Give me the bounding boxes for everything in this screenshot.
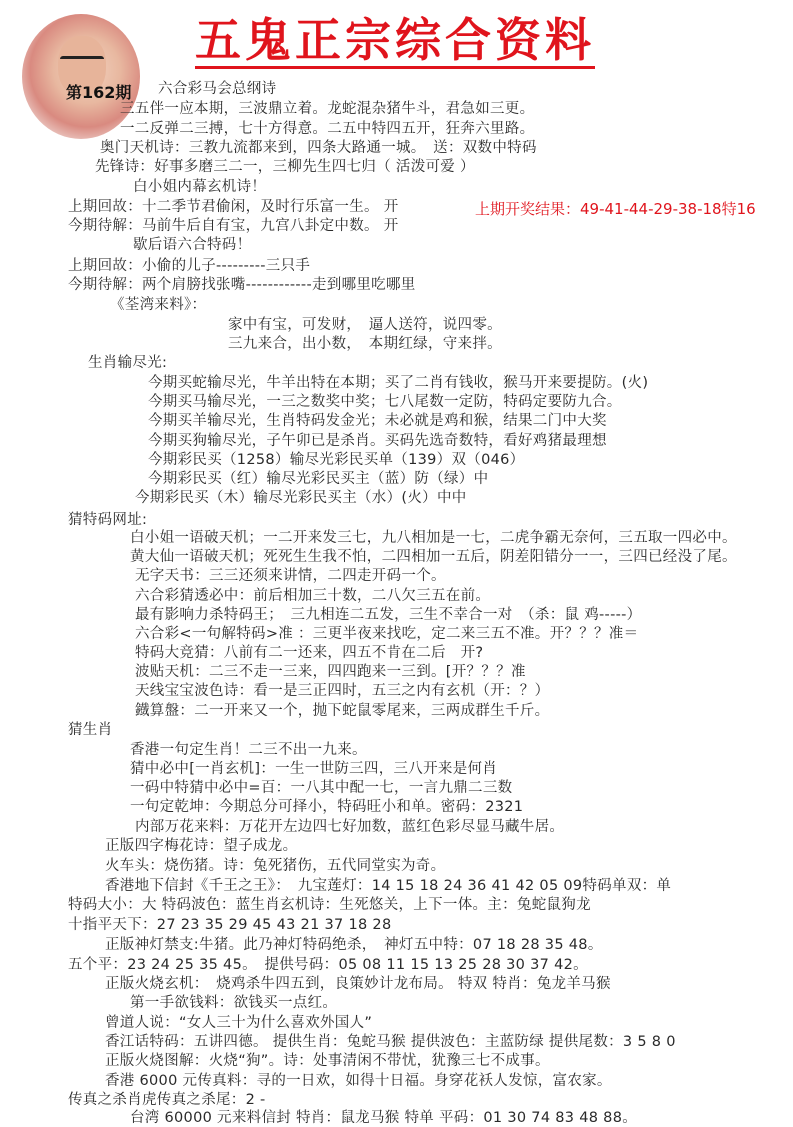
glasses (60, 56, 104, 69)
text-line: 一二反弹二三搏，七十方得意。二五中特四五开，狂奔六里路。 (120, 121, 535, 137)
text-line: 香港一句定生肖！二三不出一九来。 (130, 742, 367, 758)
text-line: 三九来合，出小数， 本期红绿，守来拌。 (228, 336, 502, 352)
text-line: 一码中特猜中必中=百：一八其中配一七，一言九鼎二三数 (130, 780, 513, 796)
text-line: 台湾 60000 元来料信封 特肖：鼠龙马猴 特单 平码：01 30 74 83 48 88。 (130, 1110, 638, 1126)
text-line: 歇后语六合特码！ (133, 237, 252, 253)
text-line: 无字天书：三三还须来讲情，二四走开码一个。 (135, 568, 446, 584)
text-line: 今期彩民买（木）输尽光彩民买主（水）(火）中中 (135, 490, 467, 506)
page-title: 五鬼正宗综合资料 (195, 13, 595, 67)
text-line: 六合彩猜透必中：前后相加三十数，二八欠三五在前。 (135, 588, 491, 604)
text-line: 白小姐一语破天机；一二开来发三七，九八相加是一七，二虎争霸无奈何，三五取一四必中。 (130, 530, 737, 546)
text-line: 今期彩民买（红）输尽光彩民买主（蓝）防（绿）中 (148, 471, 489, 487)
text-line: 家中有宝，可发财， 逼人送符，说四零。 (228, 317, 502, 333)
text-line: 正版四字梅花诗：望子成龙。 (105, 838, 298, 854)
subtitle: 六合彩马会总纲诗 (158, 81, 277, 97)
last-result: 上期开奖结果：49-41-44-29-38-18特16 (475, 200, 756, 218)
text-line: 今期买狗输尽光，子午卯已是杀肖。买码先选奇数特，看好鸡猪最理想 (148, 433, 607, 449)
issue-number: 第162期 (66, 83, 132, 102)
text-line: 今期彩民买（1258）输尽光彩民买单（139）双（046） (148, 452, 525, 468)
text-line: 鐡算盤：二一开来又一个，抛下蛇鼠零尾来，三两成群生千斤。 (135, 703, 550, 719)
text-line: 一句定乾坤：今期总分可择小，特码旺小和单。密码：2321 (130, 799, 524, 815)
text-line: 今期买羊输尽光，生肖特码发金光；未必就是鸡和猴，结果二门中大奖 (148, 413, 607, 429)
text-line: 猜特码网址: (68, 512, 148, 528)
text-line: 内部万花来料：万花开左边四七好加数，蓝红色彩尽显马藏牛居。 (135, 819, 565, 835)
text-line: 上期回故：小偷的儿子---------三只手 (68, 258, 311, 274)
text-line: 三五伴一应本期，三波鼎立着。龙蛇混杂猪牛斗，君急如三更。 (120, 101, 535, 117)
text-line: 《荃湾来料》： (110, 297, 207, 313)
text-line: 特码大小：大 特码波色：蓝生肖玄机诗：生死悠关，上下一体。主：兔蛇鼠狗龙 (68, 897, 591, 913)
text-line: 奥门天机诗：三教九流都来到，四条大路通一城。 送：双数中特码 (100, 140, 537, 156)
text-line: 波贴天机：二三不走一三来，四四跑来一三到。[开？？？准 (135, 664, 526, 680)
text-line: 天线宝宝波色诗：看一是三正四时，五三之内有玄机（开：？） (135, 683, 550, 699)
text-line: 猜中必中[一肖玄机]：一生一世防三四，三八开来是何肖 (130, 761, 498, 777)
text-line: 曾道人说：“女人三十为什么喜欢外国人” (105, 1015, 373, 1031)
text-line: 猜生肖 (68, 722, 113, 738)
text-line: 香港地下信封《千王之王》： 九宝莲灯：14 15 18 24 36 41 42 05 09特码单双：单 (105, 878, 672, 894)
text-line: 传真之杀肖虎传真之杀尾：2 - (68, 1092, 266, 1108)
text-line: 第一手欲钱料：欲钱买一点红。 (130, 995, 338, 1011)
text-line: 正版神灯禁支:牛猪。此乃神灯特码绝杀， 神灯五中特：07 18 28 35 48。 (105, 937, 603, 953)
text-line: 五个平：23 24 25 35 45。 提供号码：05 08 11 15 13 25 28 30 37 42。 (68, 957, 588, 973)
text-line: 上期回故：十二季节君偷闲，及时行乐富一生。 开 (68, 199, 399, 215)
text-line: 六合彩<一句解特码>准 ：三更半夜来找吃，定二来三五不准。开？？？准＝ (135, 626, 639, 642)
text-line: 火车头：烧伤猪。诗：兔死猪伤，五代同堂实为奇。 (105, 858, 446, 874)
text-line: 今期买蛇输尽光，牛羊出特在本期；买了二肖有钱收，猴马开来要提防。(火) (148, 375, 649, 391)
text-line: 最有影响力杀特码王； 三九相连二五发，三生不幸合一对 （杀：鼠 鸡-----） (135, 607, 642, 623)
text-line: 今期待解：两个肩膀找张嘴------------走到哪里吃哪里 (68, 277, 416, 293)
text-line: 生肖输尽光: (88, 355, 168, 371)
text-line: 正版火烧玄机： 烧鸡杀牛四五到，良策妙计龙布局。 特双 特肖：兔龙羊马猴 (105, 976, 611, 992)
text-line: 特码大竞猜：八前有二一还来，四五不肯在二后 开? (135, 645, 484, 661)
text-line: 先锋诗：好事多磨三二一，三柳先生四七归（ 活泼可爱 ） (95, 159, 475, 175)
text-line: 香江话特码：五讲四德。 提供生肖：兔蛇马猴 提供波色：主蓝防绿 提供尾数：3 5 8 0 (105, 1034, 676, 1050)
text-line: 白小姐内幕玄机诗！ (133, 179, 267, 195)
text-line: 黄大仙一语破天机；死死生生我不怕，二四相加一五后，阴差阳错分一一，三四已经没了尾。 (130, 549, 737, 565)
text-line: 正版火烧图解：火烧“狗”。诗：处事清闲不带忧，犹豫三七不成事。 (105, 1053, 550, 1069)
text-line: 香港 6000 元传真料：寻的一日欢，如得十日福。身穿花袄人发惊，富农家。 (105, 1073, 612, 1089)
text-line: 今期买马输尽光，一三之数奖中奖；七八尾数一定防，特码定要防九合。 (148, 394, 622, 410)
text-line: 十指平天下：27 23 35 29 45 43 21 37 18 28 (68, 917, 392, 933)
text-line: 今期待解：马前牛后自有宝，九宫八卦定中数。 开 (68, 218, 399, 234)
